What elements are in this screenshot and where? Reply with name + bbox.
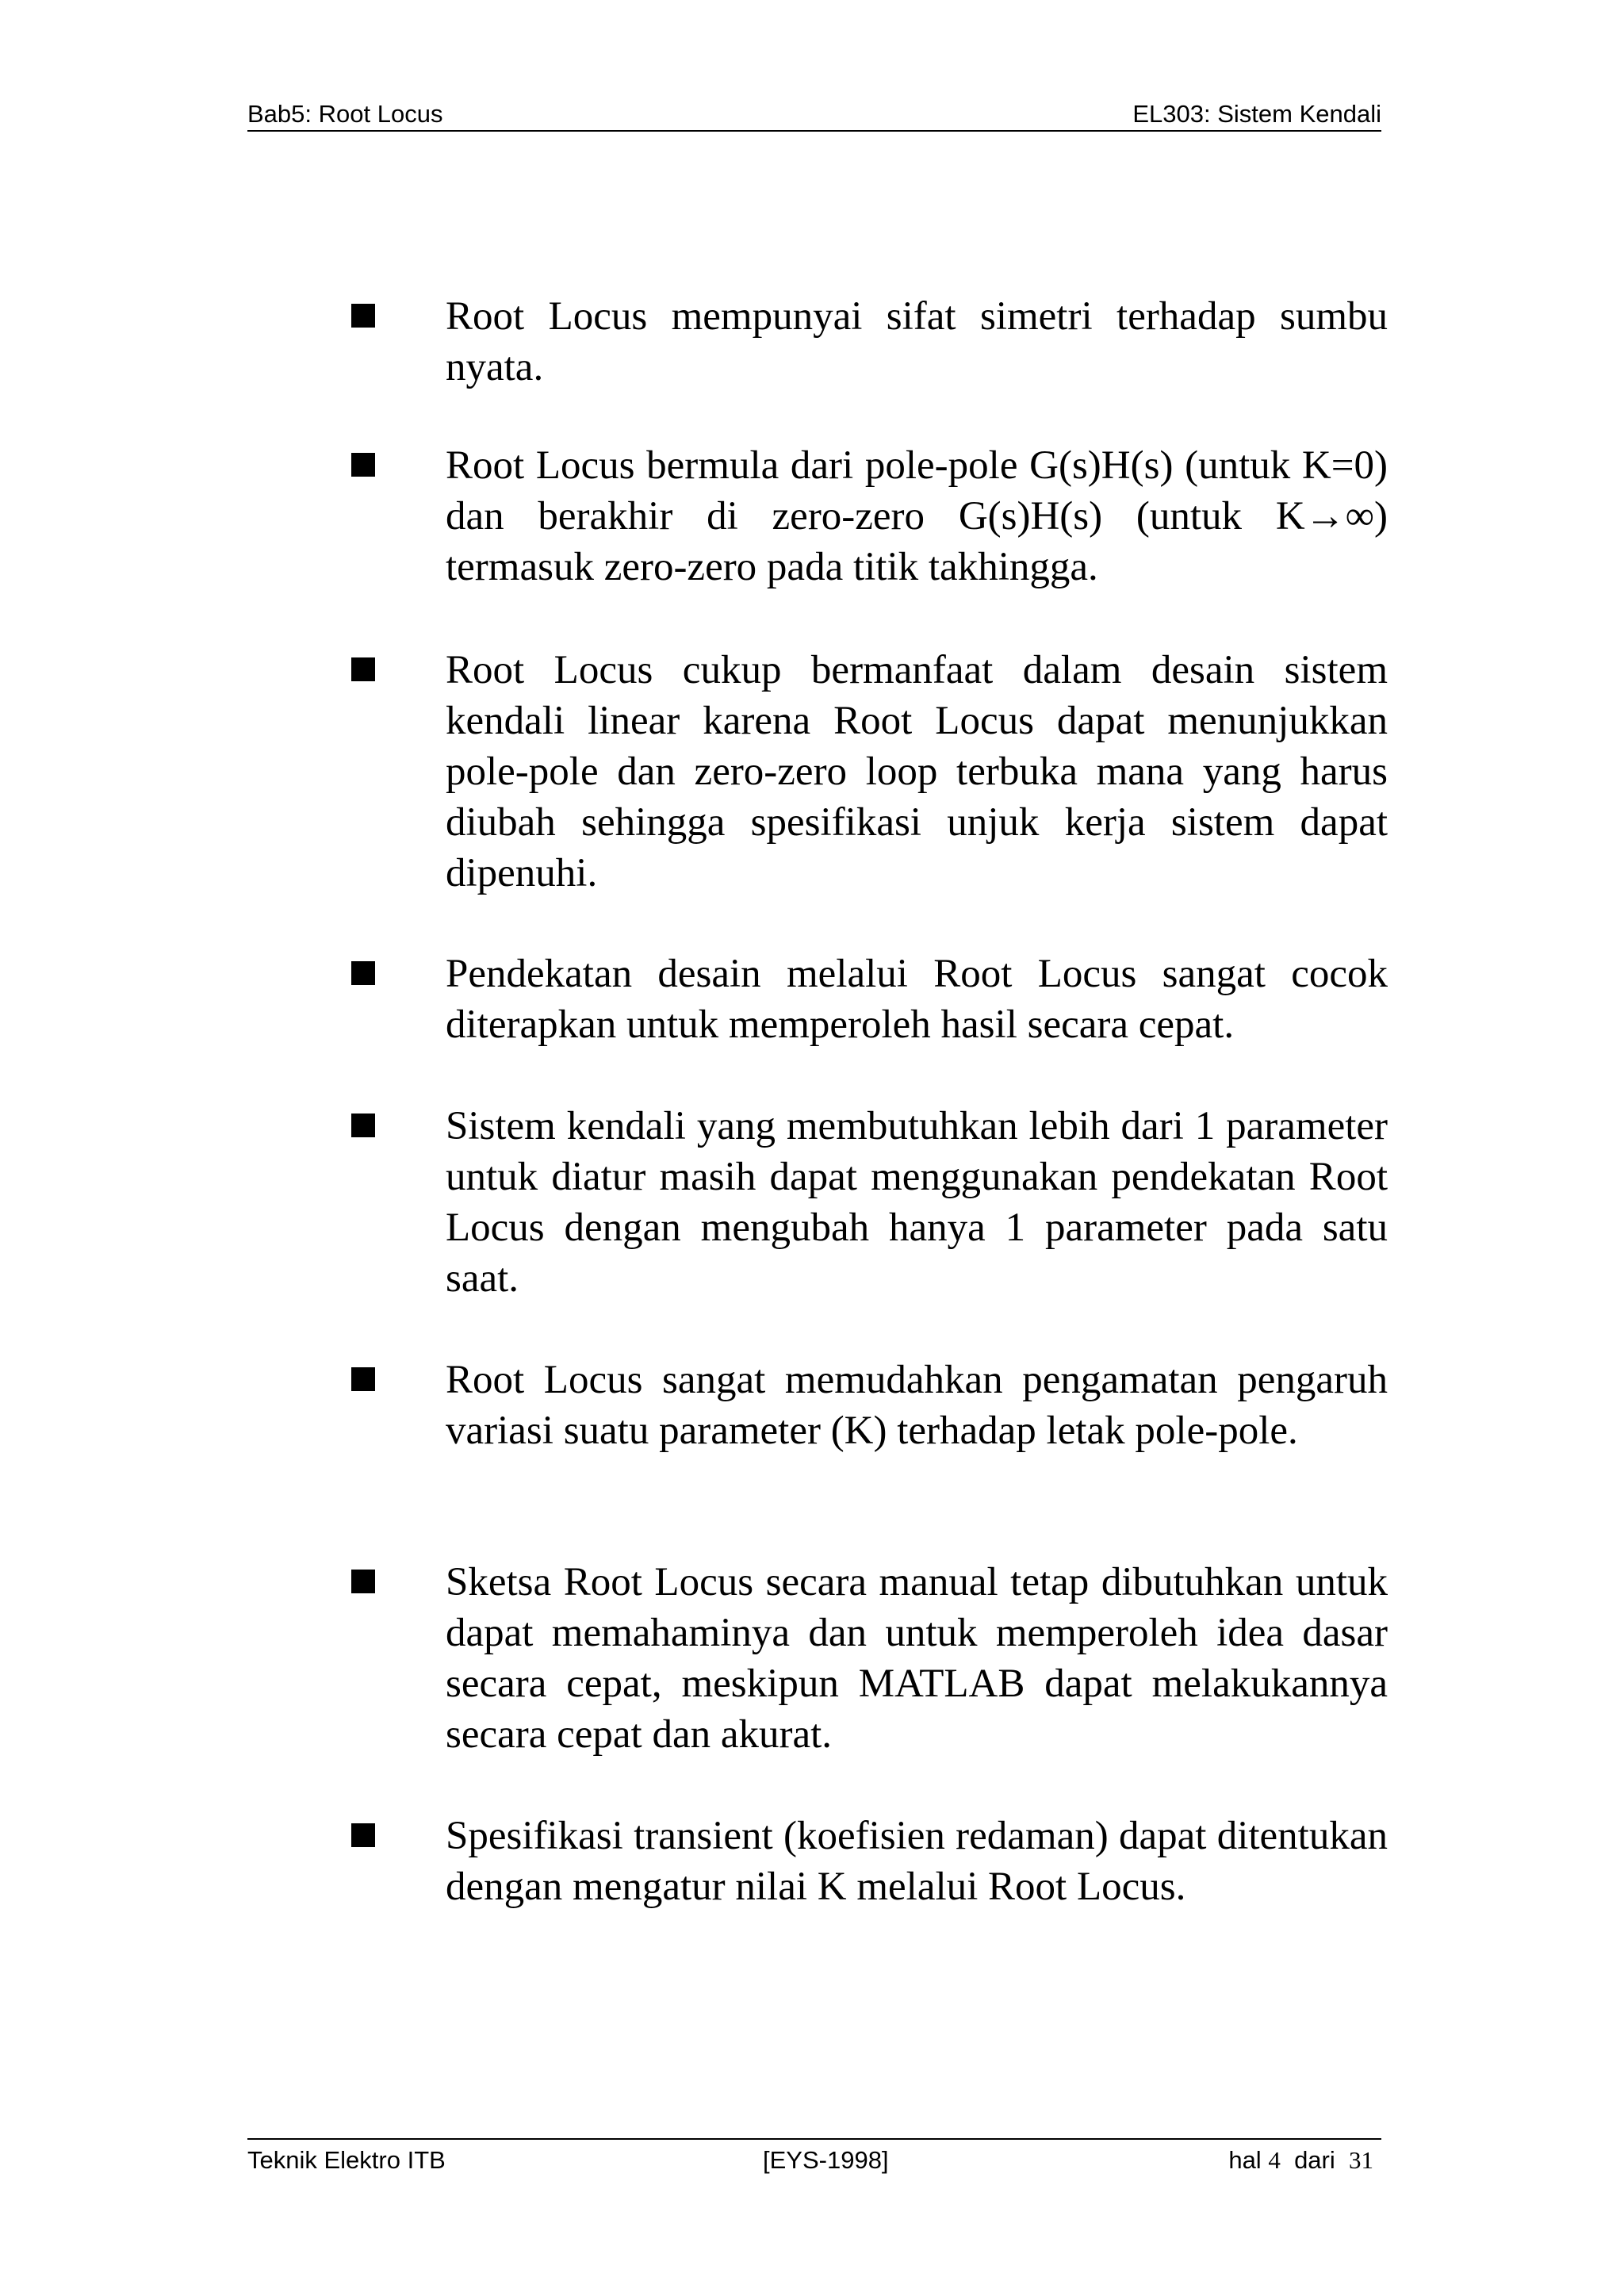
list-item-text: Pendekatan desain melalui Root Locus sangat cocok diterapkan untuk memperoleh hasil secara cepat.: [446, 952, 1388, 1047]
page-number-prefix: hal: [1228, 2146, 1262, 2174]
page-footer: [247, 2138, 1381, 2179]
page-number-current: 4: [1268, 2146, 1281, 2174]
header-chapter-title: Bab5: Root Locus: [247, 100, 443, 128]
square-bullet-icon: [351, 1114, 375, 1137]
list-item-text: Root Locus bermula dari pole-pole G(s)H(s) (untuk K=0) dan berakhir di zero-zero G(s)H(s) (untuk K→∞) termasuk zero-zero pada titik takhingga.: [446, 443, 1388, 589]
list-item-text: Root Locus cukup bermanfaat dalam desain sistem kendali linear karena Root Locus dapat menunjukkan pole-pole dan zero-zero loop terbuka mana yang harus diubah sehingga spesifikasi unjuk kerja sistem dapat dipenuhi.: [446, 648, 1388, 895]
square-bullet-icon: [351, 657, 375, 681]
page-header: [247, 95, 1381, 132]
square-bullet-icon: [351, 961, 375, 985]
list-item-text: Root Locus sangat memudahkan pengamatan pengaruh variasi suatu parameter (K) terhadap letak pole-pole.: [446, 1358, 1388, 1453]
page-number-separator: dari: [1294, 2146, 1335, 2174]
header-course-title: EL303: Sistem Kendali: [1132, 100, 1381, 128]
list-item-text: Sketsa Root Locus secara manual tetap dibutuhkan untuk dapat memahaminya dan untuk memperoleh idea dasar secara cepat, meskipun MATLAB dapat melakukannya secara cepat dan akurat.: [446, 1560, 1388, 1757]
list-item-text: Root Locus mempunyai sifat simetri terhadap sumbu nyata.: [446, 294, 1388, 389]
square-bullet-icon: [351, 1823, 375, 1847]
list-item-text: Spesifikasi transient (koefisien redaman) dapat ditentukan dengan mengatur nilai K melalui Root Locus.: [446, 1814, 1388, 1909]
footer-reference: [EYS-1998]: [763, 2146, 889, 2174]
list-item-text: Sistem kendali yang membutuhkan lebih dari 1 parameter untuk diatur masih dapat menggunakan pendekatan Root Locus dengan mengubah hanya 1 parameter pada satu saat.: [446, 1104, 1388, 1301]
page-number: [1228, 2146, 1373, 2175]
square-bullet-icon: [351, 1570, 375, 1593]
page-number-total: 31: [1349, 2146, 1373, 2174]
footer-institution: Teknik Elektro ITB: [247, 2146, 446, 2174]
square-bullet-icon: [351, 304, 375, 328]
square-bullet-icon: [351, 1367, 375, 1391]
square-bullet-icon: [351, 453, 375, 477]
